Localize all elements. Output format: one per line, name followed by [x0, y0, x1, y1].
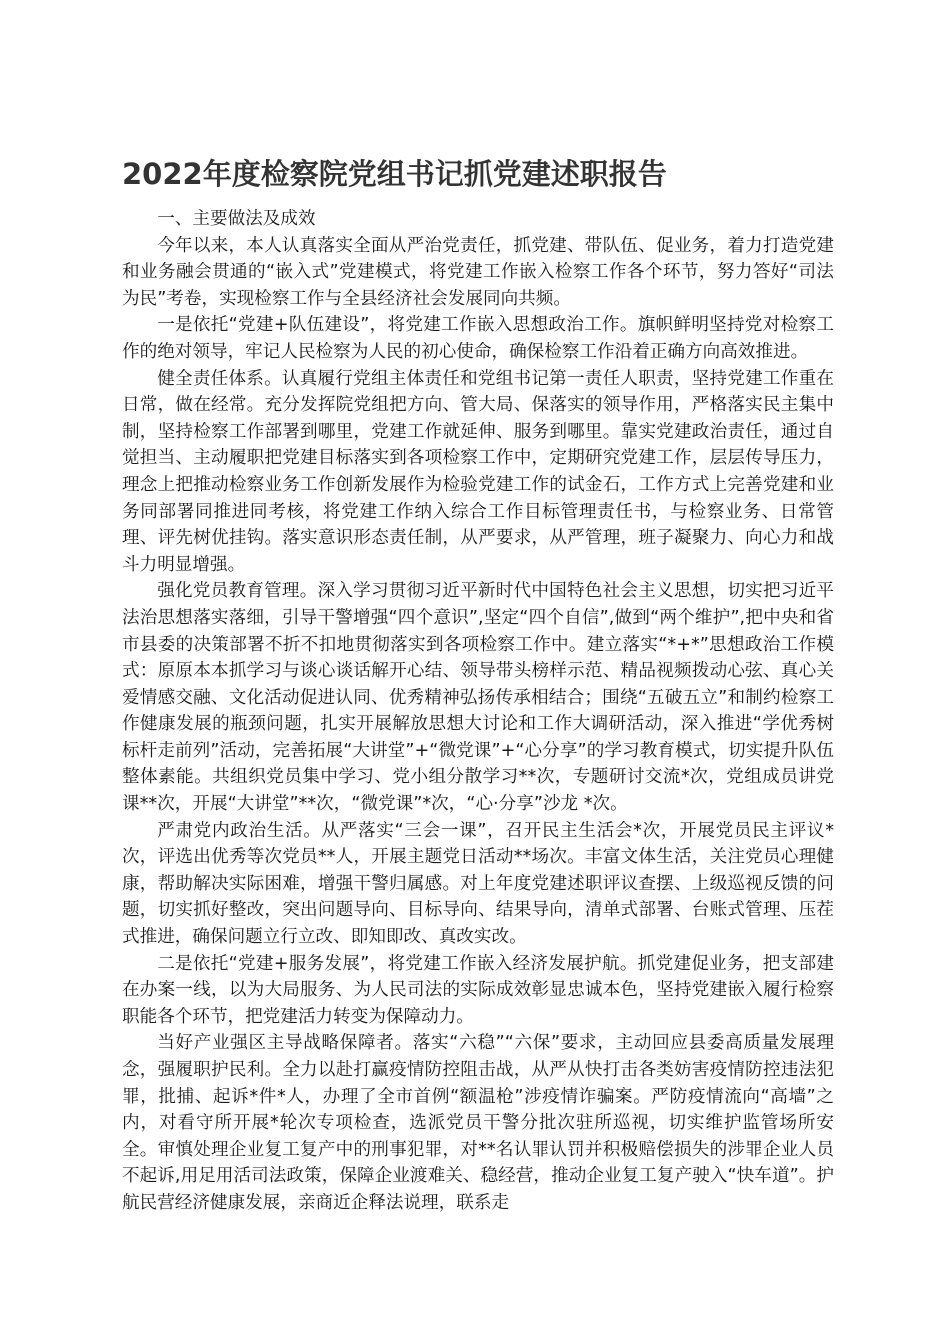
paragraph: 严肃党内政治生活。从严落实“三会一课”，召开民主生活会*次，开展党员民主评议*次，评选出优秀等次党员**人，开展主题党日活动**场次。丰富文体生活，关注党员心理健康，帮助解决实际困难，增强干警归属感。对上年度党建述职评议查摆、上级巡视反馈的问题，切实抓好整改，突出问题导向、目标导向、结果导向，清单式部署、台账式管理、压茬式推进，确保问题立行立改、即知即改、真改实改。 [122, 820, 834, 948]
paragraph: 健全责任体系。认真履行党组主体责任和党组书记第一责任人职责，坚持党建工作重在日常，做在经常。充分发挥院党组把方向、管大局、保落实的领导作用，严格落实民主集中制，坚持检察工作部署到哪里，党建工作就延伸、服务到哪里。靠实党建政治责任，通过自觉担当、主动履职把党建目标落实到各项检察工作中，定期研究党建工作，层层传导压力，理念上把推动检察业务工作创新发展作为检验党建工作的试金石，工作方式上完善党建和业务同部署同推进同考核，将党建工作纳入综合工作目标管理责任书，与检察业务、日常管理、评先树优挂钩。落实意识形态责任制，从严要求，从严管理，班子凝聚力、向心力和战斗力明显增强。 [122, 368, 834, 575]
document-body [122, 206, 834, 1217]
paragraph: 一是依托“党建+队伍建设”，将党建工作嵌入思想政治工作。旗帜鲜明坚持党对检察工作的绝对领导，牢记人民检察为人民的初心使命，确保检察工作沿着正确方向高效推进。 [122, 315, 834, 362]
section-heading: 一、主要做法及成效 [157, 209, 316, 229]
paragraph: 强化党员教育管理。深入学习贯彻习近平新时代中国特色社会主义思想，切实把习近平法治思想落实落细，引导干警增强“四个意识”,坚定“四个自信”,做到“两个维护”,把中央和省市县委的决策部署不折不扣地贯彻落实到各项检察工作中。建立落实“*+*”思想政治工作模式：原原本本抓学习与谈心谈话解开心结、领导带头榜样示范、精品视频拨动心弦、真心关爱情感交融、文化活动促进认同、优秀精神弘扬传承相结合；围绕“五破五立”和制约检察工作健康发展的瓶颈问题，扎实开展解放思想大讨论和工作大调研活动，深入推进“学优秀树标杆走前列”活动，完善拓展“大讲堂”+“微党课”+“心分享”的学习教育模式，切实提升队伍整体素能。共组织党员集中学习、党小组分散学习**次，专题研讨交流*次，党组成员讲党课**次，开展“大讲堂”**次，“微党课”*次，“心·分享”沙龙 *次。 [122, 581, 834, 815]
paragraph: 二是依托“党建+服务发展”，将党建工作嵌入经济发展护航。抓党建促业务，把支部建在办案一线，以为大局服务、为人民司法的实际成效彰显忠诚本色，坚持党建嵌入履行检察职能各个环节，把党建活力转变为保障动力。 [122, 953, 834, 1027]
paragraph: 今年以来，本人认真落实全面从严治党责任，抓党建、带队伍、促业务，着力打造党建和业务融会贯通的“嵌入式”党建模式，将党建工作嵌入检察工作各个环节，努力答好“司法为民”考卷，实现检察工作与全县经济社会发展同向共频。 [122, 235, 834, 309]
paragraph: 当好产业强区主导战略保障者。落实“六稳”“六保”要求，主动回应县委高质量发展理念，强履职护民利。全力以赴打赢疫情防控阻击战，从严从快打击各类妨害疫情防控违法犯罪，批捕、起诉*件*人，办理了全市首例“额温枪”涉疫情诈骗案。严防疫情流向“高墙”之内，对看守所开展*轮次专项检查，选派党员干警分批次驻所巡视，切实维护监管场所安全。审慎处理企业复工复产中的刑事犯罪，对**名认罪认罚并积极赔偿损失的涉罪企业人员不起诉,用足用活司法政策，保障企业渡难关、稳经营，推动企业复工复产驶入“快车道”。护航民营经济健康发展，亲商近企释法说理，联系走 [122, 1033, 834, 1213]
document-title: 2022年度检察院党组书记抓党建述职报告 [122, 157, 667, 191]
